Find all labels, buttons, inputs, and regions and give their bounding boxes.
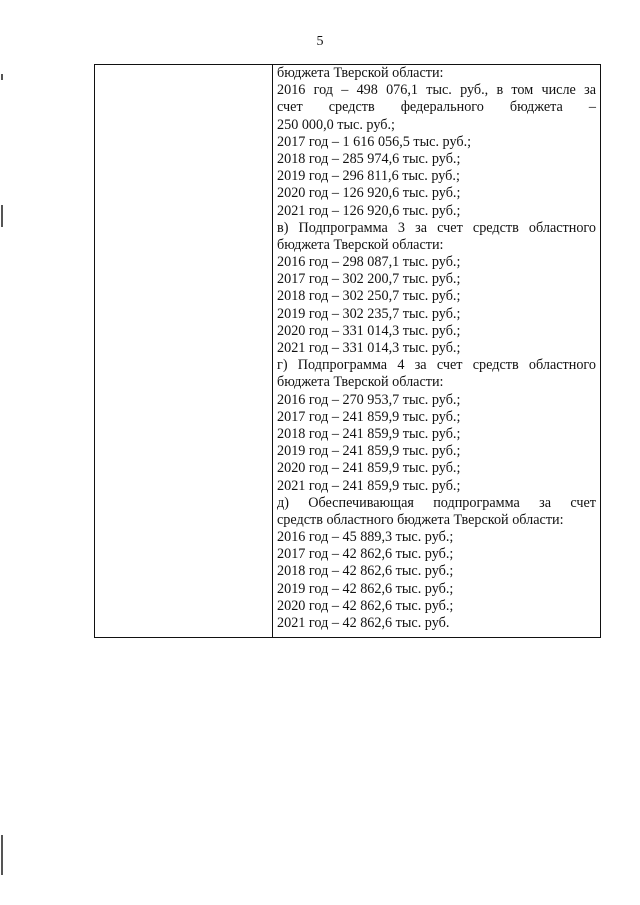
text-line: 2021 год – 42 862,6 тыс. руб. xyxy=(277,615,450,631)
text-line: д) Обеспечивающая подпрограмма за счет xyxy=(277,494,596,511)
table-right-cell xyxy=(273,65,600,637)
funding-table xyxy=(94,64,601,638)
text-line: 2019 год – 241 859,9 тыс. руб.; xyxy=(277,443,461,460)
text-line: 2017 год – 1 616 056,5 тыс. руб.; xyxy=(277,133,472,150)
text-line: 2017 год – 302 200,7 тыс. руб.; xyxy=(277,271,461,288)
text-line: 2016 год – 45 889,3 тыс. руб.; xyxy=(277,529,454,546)
text-line: счет средств федерального бюджета – xyxy=(277,99,596,116)
text-line: средств областного бюджета Тверской области: xyxy=(277,511,564,528)
text-line: 2021 год – 126 920,6 тыс. руб.; xyxy=(277,202,461,219)
text-line: 2019 год – 296 811,6 тыс. руб.; xyxy=(277,168,460,185)
text-line: бюджета Тверской области: xyxy=(277,236,444,253)
text-line: бюджета Тверской области: xyxy=(277,374,444,391)
text-line: 2020 год – 331 014,3 тыс. руб.; xyxy=(277,322,461,339)
text-line: бюджета Тверской области: xyxy=(277,65,444,81)
text-line: 2021 год – 331 014,3 тыс. руб.; xyxy=(277,340,461,356)
text-line: 2018 год – 302 250,7 тыс. руб.; xyxy=(277,288,461,305)
text-line: 2021 год – 241 859,9 тыс. руб.; xyxy=(277,477,461,494)
text-line: 2018 год – 241 859,9 тыс. руб.; xyxy=(277,425,461,442)
text-line: 2017 год – 42 862,6 тыс. руб.; xyxy=(277,546,454,563)
text-line: в) Подпрограмма 3 за счет средств областного xyxy=(277,219,596,236)
text-line: 250 000,0 тыс. руб.; xyxy=(277,116,395,133)
table-left-cell xyxy=(95,65,273,637)
scan-edge-mark xyxy=(1,205,3,227)
text-line: 2020 год – 42 862,6 тыс. руб.; xyxy=(277,597,454,614)
text-line: 2016 год – 498 076,1 тыс. руб., в том числе за xyxy=(277,82,596,99)
text-line: 2016 год – 298 087,1 тыс. руб.; xyxy=(277,254,461,271)
text-line: 2018 год – 285 974,6 тыс. руб.; xyxy=(277,150,461,167)
scan-edge-mark xyxy=(1,835,3,875)
text-line: 2020 год – 241 859,9 тыс. руб.; xyxy=(277,460,461,477)
text-line: 2020 год – 126 920,6 тыс. руб.; xyxy=(277,185,461,202)
page-number: 5 xyxy=(316,34,324,49)
text-line: 2016 год – 270 953,7 тыс. руб.; xyxy=(277,391,461,408)
text-line: 2017 год – 241 859,9 тыс. руб.; xyxy=(277,408,461,425)
text-line: 2019 год – 42 862,6 тыс. руб.; xyxy=(277,580,454,597)
scan-edge-mark xyxy=(1,74,3,80)
text-line: 2018 год – 42 862,6 тыс. руб.; xyxy=(277,563,454,580)
text-line: г) Подпрограмма 4 за счет средств областного xyxy=(277,357,596,374)
text-line: 2019 год – 302 235,7 тыс. руб.; xyxy=(277,305,461,322)
